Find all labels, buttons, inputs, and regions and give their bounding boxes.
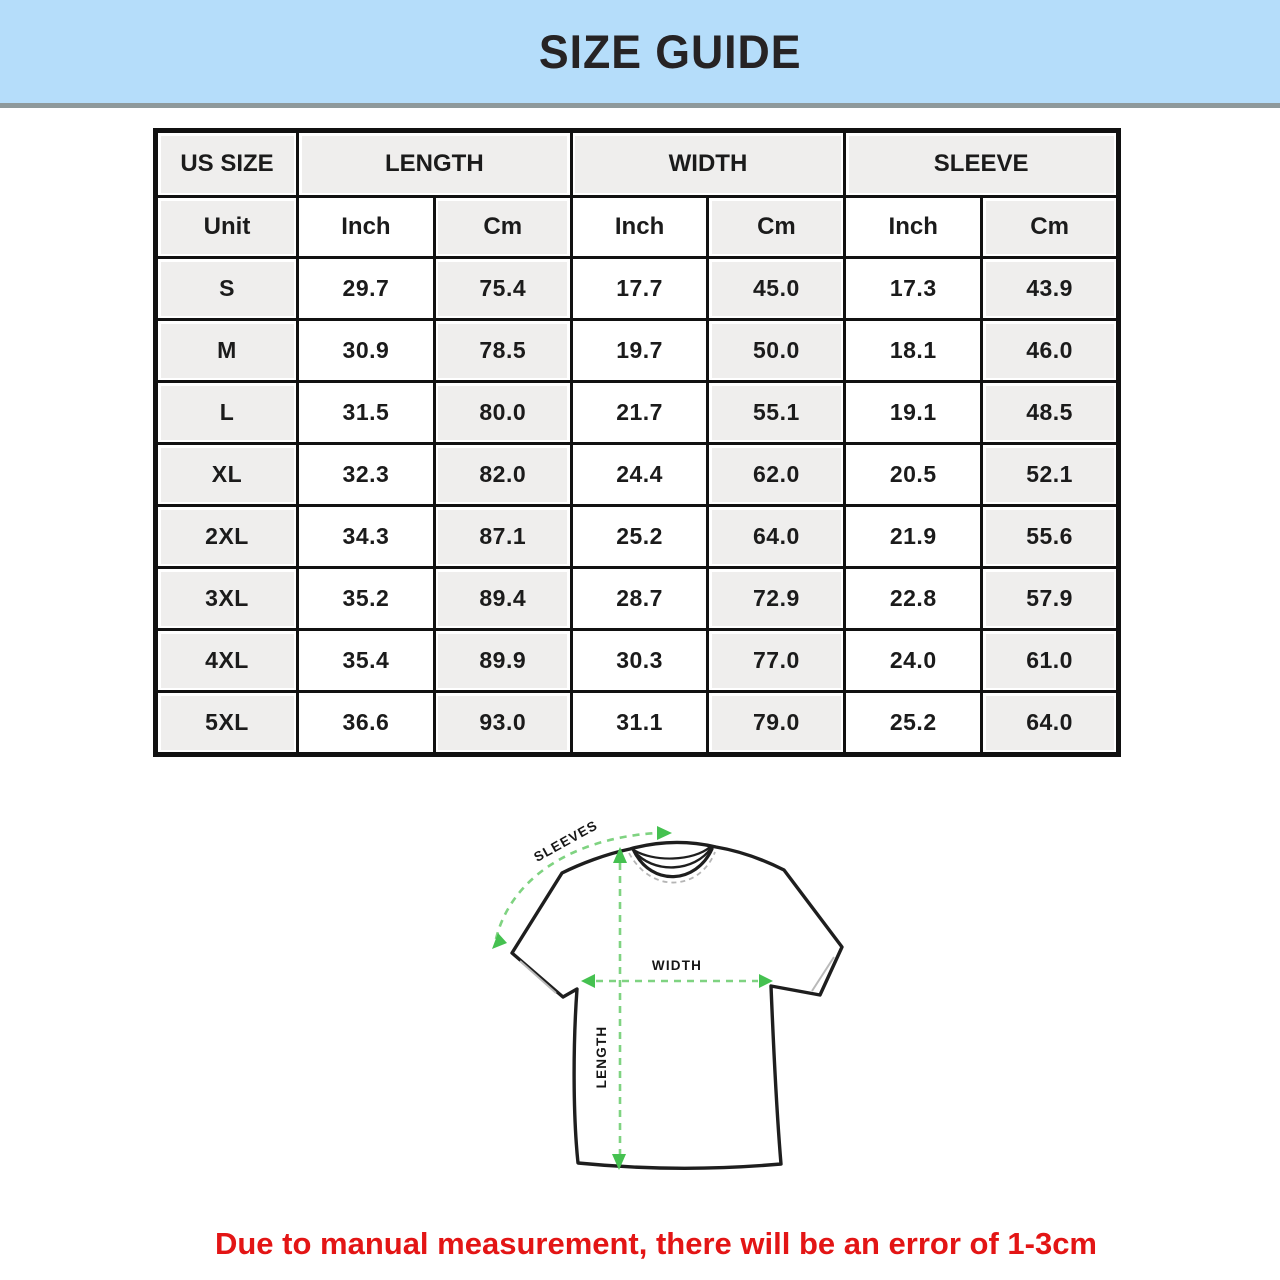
- measurement-cell: 48.5: [982, 382, 1119, 444]
- measurement-cell: 89.9: [434, 630, 571, 692]
- table-group-header-row: [156, 131, 1119, 197]
- measurement-note: Due to manual measurement, there will be an error of 1-3cm: [214, 1226, 1098, 1261]
- unit-cm-cell: Cm: [434, 197, 571, 258]
- table-row: [156, 258, 1119, 320]
- measurement-cell: 62.0: [708, 444, 845, 506]
- measurement-cell: 35.4: [298, 630, 435, 692]
- size-label-cell: 3XL: [156, 568, 298, 630]
- measurement-cell: 55.1: [708, 382, 845, 444]
- size-label-cell: 4XL: [156, 630, 298, 692]
- measurement-cell: 89.4: [434, 568, 571, 630]
- size-label-cell: L: [156, 382, 298, 444]
- header-sleeve: SLEEVE: [845, 131, 1119, 197]
- measurement-cell: 61.0: [982, 630, 1119, 692]
- measurement-cell: 34.3: [298, 506, 435, 568]
- length-label: LENGTH: [594, 1025, 609, 1089]
- unit-inch-cell: Inch: [845, 197, 982, 258]
- table-row: [156, 444, 1119, 506]
- measurement-cell: 50.0: [708, 320, 845, 382]
- tshirt-diagram: [450, 795, 890, 1225]
- width-label: WIDTH: [651, 958, 703, 973]
- measurement-cell: 19.1: [845, 382, 982, 444]
- size-label-cell: S: [156, 258, 298, 320]
- measurement-cell: 31.5: [298, 382, 435, 444]
- tshirt-outline: [512, 842, 842, 1168]
- table-row: [156, 630, 1119, 692]
- measurement-cell: 17.7: [571, 258, 708, 320]
- measurement-cell: 64.0: [708, 506, 845, 568]
- measurement-cell: 93.0: [434, 692, 571, 755]
- table-row: [156, 506, 1119, 568]
- table-row: [156, 382, 1119, 444]
- measurement-cell: 28.7: [571, 568, 708, 630]
- measurement-cell: 24.4: [571, 444, 708, 506]
- measurement-cell: 22.8: [845, 568, 982, 630]
- measurement-cell: 35.2: [298, 568, 435, 630]
- measurement-cell: 77.0: [708, 630, 845, 692]
- measurement-cell: 21.7: [571, 382, 708, 444]
- measurement-cell: 17.3: [845, 258, 982, 320]
- measurement-cell: 52.1: [982, 444, 1119, 506]
- measurement-cell: 25.2: [845, 692, 982, 755]
- measurement-cell: 32.3: [298, 444, 435, 506]
- measurement-cell: 20.5: [845, 444, 982, 506]
- page-title: SIZE GUIDE: [538, 25, 802, 78]
- unit-header-cell: Unit: [156, 197, 298, 258]
- size-guide-banner: [0, 0, 1280, 108]
- measurement-cell: 36.6: [298, 692, 435, 755]
- header-length: LENGTH: [298, 131, 572, 197]
- table-row: [156, 320, 1119, 382]
- table-row: [156, 568, 1119, 630]
- measurement-cell: 75.4: [434, 258, 571, 320]
- measurement-cell: 31.1: [571, 692, 708, 755]
- table-row: [156, 692, 1119, 755]
- measurement-cell: 57.9: [982, 568, 1119, 630]
- measurement-cell: 43.9: [982, 258, 1119, 320]
- measurement-cell: 18.1: [845, 320, 982, 382]
- measurement-cell: 79.0: [708, 692, 845, 755]
- size-label-cell: 5XL: [156, 692, 298, 755]
- measurement-cell: 21.9: [845, 506, 982, 568]
- size-table-body: [156, 258, 1119, 755]
- size-label-cell: 2XL: [156, 506, 298, 568]
- header-width: WIDTH: [571, 131, 845, 197]
- measurement-cell: 82.0: [434, 444, 571, 506]
- measurement-cell: 55.6: [982, 506, 1119, 568]
- measurement-cell: 46.0: [982, 320, 1119, 382]
- size-table: [153, 128, 1121, 757]
- measurement-cell: 64.0: [982, 692, 1119, 755]
- unit-cm-cell: Cm: [982, 197, 1119, 258]
- measurement-cell: 24.0: [845, 630, 982, 692]
- measurement-cell: 30.3: [571, 630, 708, 692]
- unit-inch-cell: Inch: [298, 197, 435, 258]
- measurement-cell: 72.9: [708, 568, 845, 630]
- measurement-cell: 30.9: [298, 320, 435, 382]
- sleeves-label: SLEEVES: [531, 817, 601, 865]
- unit-cm-cell: Cm: [708, 197, 845, 258]
- size-label-cell: M: [156, 320, 298, 382]
- measurement-cell: 87.1: [434, 506, 571, 568]
- measurement-cell: 29.7: [298, 258, 435, 320]
- header-us-size: US SIZE: [156, 131, 298, 197]
- measurement-cell: 25.2: [571, 506, 708, 568]
- tshirt-diagram-svg: [450, 795, 890, 1225]
- measurement-cell: 45.0: [708, 258, 845, 320]
- size-label-cell: XL: [156, 444, 298, 506]
- measurement-cell: 78.5: [434, 320, 571, 382]
- unit-inch-cell: Inch: [571, 197, 708, 258]
- table-unit-row: [156, 197, 1119, 258]
- measurement-cell: 80.0: [434, 382, 571, 444]
- measurement-cell: 19.7: [571, 320, 708, 382]
